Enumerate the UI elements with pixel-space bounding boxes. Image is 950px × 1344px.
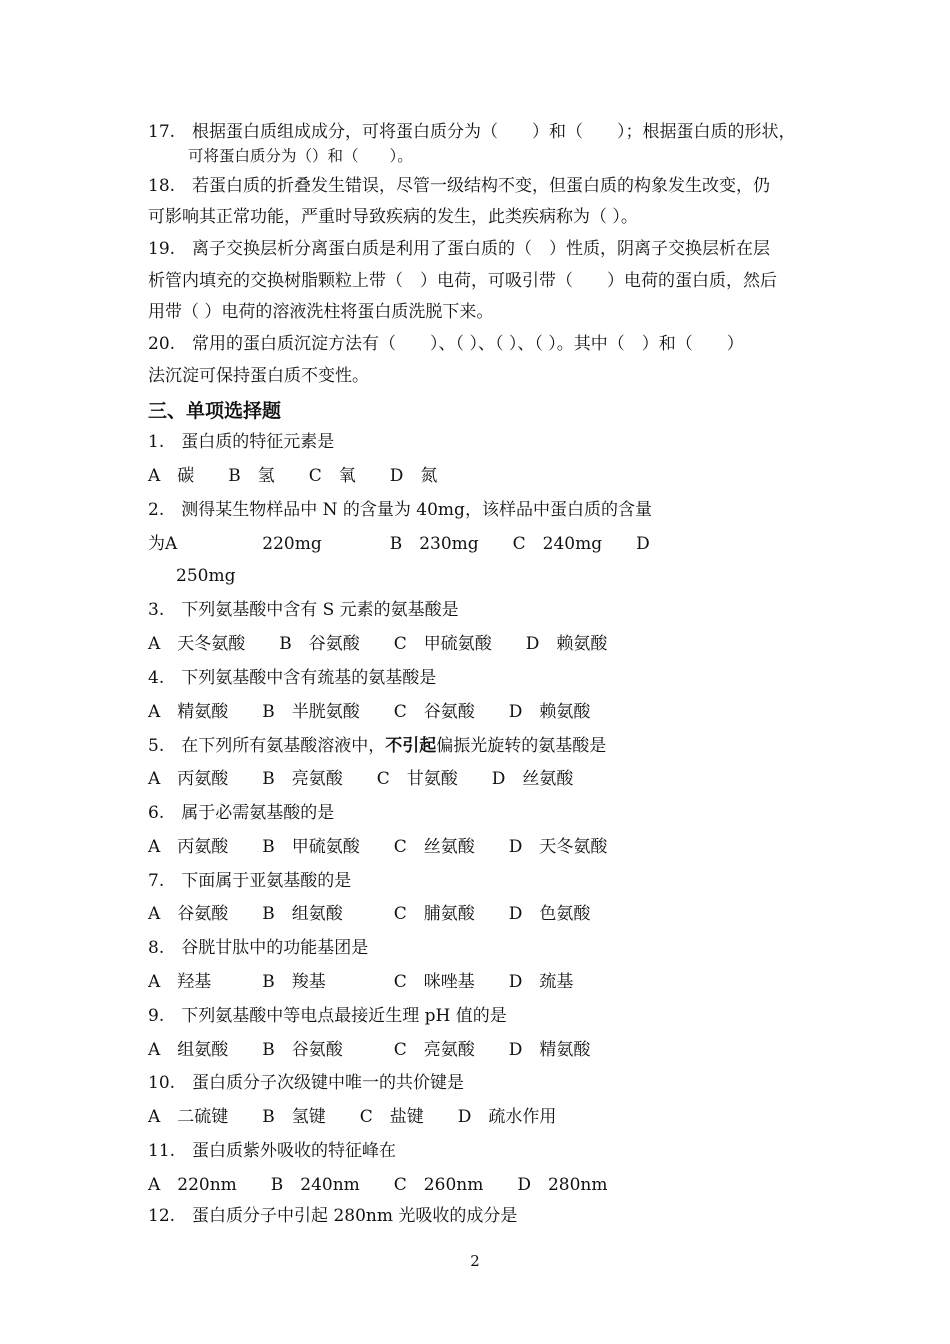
question-2-options-cont: 250mg: [176, 566, 236, 586]
question-12-stem: 12. 蛋白质分子中引起 280nm 光吸收的成分是: [148, 1206, 518, 1226]
question-7-options: A 谷氨酸 B 组氨酸 C 脯氨酸 D 色氨酸: [148, 904, 591, 924]
question-3-stem: 3. 下列氨基酸中含有 S 元素的氨基酸是: [148, 600, 459, 620]
question-10-options: A 二硫键 B 氢键 C 盐键 D 疏水作用: [148, 1107, 557, 1127]
question-9-stem: 9. 下列氨基酸中等电点最接近生理 pH 值的是: [148, 1006, 507, 1026]
question-5-stem: [148, 736, 606, 756]
q18-line-1: 18. 若蛋白质的折叠发生错误，尽管一级结构不变，但蛋白质的构象发生改变，仍: [148, 176, 771, 196]
question-5-stem-post: 偏振光旋转的氨基酸是: [436, 736, 607, 756]
question-7-stem: 7. 下面属于亚氨基酸的是: [148, 871, 352, 891]
question-2-stem: 2. 测得某生物样品中 N 的含量为 40mg，该样品中蛋白质的含量: [148, 500, 652, 520]
q20-line-1: 20. 常用的蛋白质沉淀方法有（ ）、（ ）、（ ）、（ ）。其中（ ）和（ ）: [148, 334, 744, 354]
question-2-options: 为A 220mg B 230mg C 240mg D: [148, 534, 650, 554]
q17-line-1: 17. 根据蛋白质组成成分，可将蛋白质分为（ ）和（ ）；根据蛋白质的形状，: [148, 122, 796, 142]
q19-line-1: 19. 离子交换层析分离蛋白质是利用了蛋白质的（ ）性质，阴离子交换层析在层: [148, 239, 771, 259]
question-8-options: A 羟基 B 羧基 C 咪唑基 D 巯基: [148, 972, 574, 992]
question-4-options: A 精氨酸 B 半胱氨酸 C 谷氨酸 D 赖氨酸: [148, 702, 591, 722]
section-heading: 三、单项选择题: [148, 400, 282, 422]
question-11-options: A 220nm B 240nm C 260nm D 280nm: [148, 1175, 608, 1195]
question-10-stem: 10. 蛋白质分子次级键中唯一的共价键是: [148, 1073, 465, 1093]
question-6-options: A 丙氨酸 B 甲硫氨酸 C 丝氨酸 D 天冬氨酸: [148, 837, 608, 857]
q17-line-2: 可将蛋白质分为（）和（ ）。: [188, 147, 413, 165]
question-9-options: A 组氨酸 B 谷氨酸 C 亮氨酸 D 精氨酸: [148, 1040, 591, 1060]
question-5-options: A 丙氨酸 B 亮氨酸 C 甘氨酸 D 丝氨酸: [148, 769, 574, 789]
question-8-stem: 8. 谷胱甘肽中的功能基团是: [148, 938, 369, 958]
question-1-options: A 碳 B 氢 C 氧 D 氮: [148, 466, 438, 486]
q19-line-2: 析管内填充的交换树脂颗粒上带（ ）电荷，可吸引带（ ）电荷的蛋白质，然后: [148, 271, 777, 291]
question-4-stem: 4. 下列氨基酸中含有巯基的氨基酸是: [148, 668, 437, 688]
question-1-stem: 1. 蛋白质的特征元素是: [148, 432, 335, 452]
question-6-stem: 6. 属于必需氨基酸的是: [148, 803, 335, 823]
q20-line-2: 法沉淀可保持蛋白质不变性。: [148, 366, 369, 386]
question-5-stem-pre: 5. 在下列所有氨基酸溶液中，: [148, 736, 386, 756]
question-3-options: A 天冬氨酸 B 谷氨酸 C 甲硫氨酸 D 赖氨酸: [148, 634, 608, 654]
question-5-stem-emphasis: 不引起: [385, 736, 437, 756]
question-11-stem: 11. 蛋白质紫外吸收的特征峰在: [148, 1141, 397, 1161]
q19-line-3: 用带（ ）电荷的溶液洗柱将蛋白质洗脱下来。: [148, 302, 494, 322]
page-number: 2: [470, 1252, 480, 1270]
q18-line-2: 可影响其正常功能，严重时导致疾病的发生，此类疾病称为（ ）。: [148, 207, 638, 227]
